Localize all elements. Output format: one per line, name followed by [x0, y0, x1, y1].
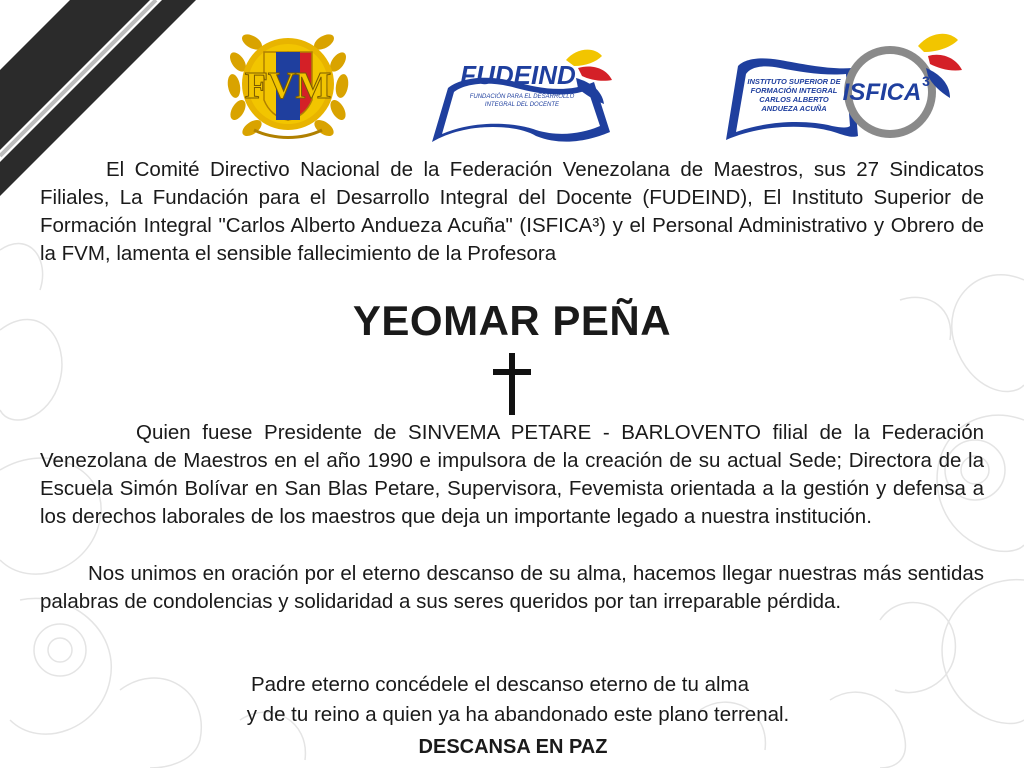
isfica-label-1: INSTITUTO SUPERIOR DE [747, 77, 841, 86]
closing-line-2: y de tu reino a quien ya ha abandonado este plano terrenal. [246, 703, 790, 726]
fudeind-logo-text: FUDEIND [460, 60, 576, 90]
biography-paragraph: Quien fuese Presidente de SINVEMA PETARE - BARLOVENTO filial de la Federación Venezolana de Maestros en el año 1990 e impulsora de la creación de su actual Sede; Directora de la Escuela Simón Bolívar en San Blas Petare, Supervisora, Fevemista orientada a la gestión y defensa a los derechos laborales de los maestros que deja un importante legado a nuestra institución. [40, 421, 984, 528]
latin-cross-icon [489, 353, 535, 415]
isfica-logo [722, 28, 964, 146]
isfica-label-4: ANDUEZA ACUÑA [761, 104, 827, 113]
prayer-paragraph: Nos unimos en oración por el eterno descanso de su alma, hacemos llegar nuestras más sentidas palabras de condolencias y solidaridad a sus seres queridos por tan irreparable pérdida. [40, 562, 984, 613]
fudeind-subtitle-2: INTEGRAL DEL DOCENTE [484, 102, 560, 108]
deceased-name: YEOMAR PEÑA [352, 297, 672, 344]
rest-in-peace-text: DESCANSA EN PAZ [418, 736, 608, 758]
fvm-logo [224, 26, 352, 146]
isfica-logo-text: ISFICA [842, 79, 922, 106]
fudeind-logo [426, 38, 618, 146]
isfica-label-3: CARLOS ALBERTO [759, 95, 829, 104]
closing-line-1: Padre eterno concédele el descanso eterno de tu alma [250, 673, 750, 696]
isfica-superscript: 3 [922, 73, 930, 89]
intro-paragraph: El Comité Directivo Nacional de la Federación Venezolana de Maestros, sus 27 Sindicatos Filiales, La Fundación para el Desarrollo Integral del Docente (FUDEIND), El Instituto Superior de Formación Integral "Carlos Alberto Andueza Acuña" (ISFICA³) y el Personal Administrativo y Obrero de la FVM, lamenta el sensible fallecimiento de la Profesora [40, 158, 984, 265]
fvm-logo-text: FVM [244, 65, 332, 107]
isfica-label-2: FORMACIÓN INTEGRAL [750, 86, 838, 95]
fudeind-subtitle-1: FUNDACIÓN PARA EL DESARROLLO [469, 94, 575, 100]
